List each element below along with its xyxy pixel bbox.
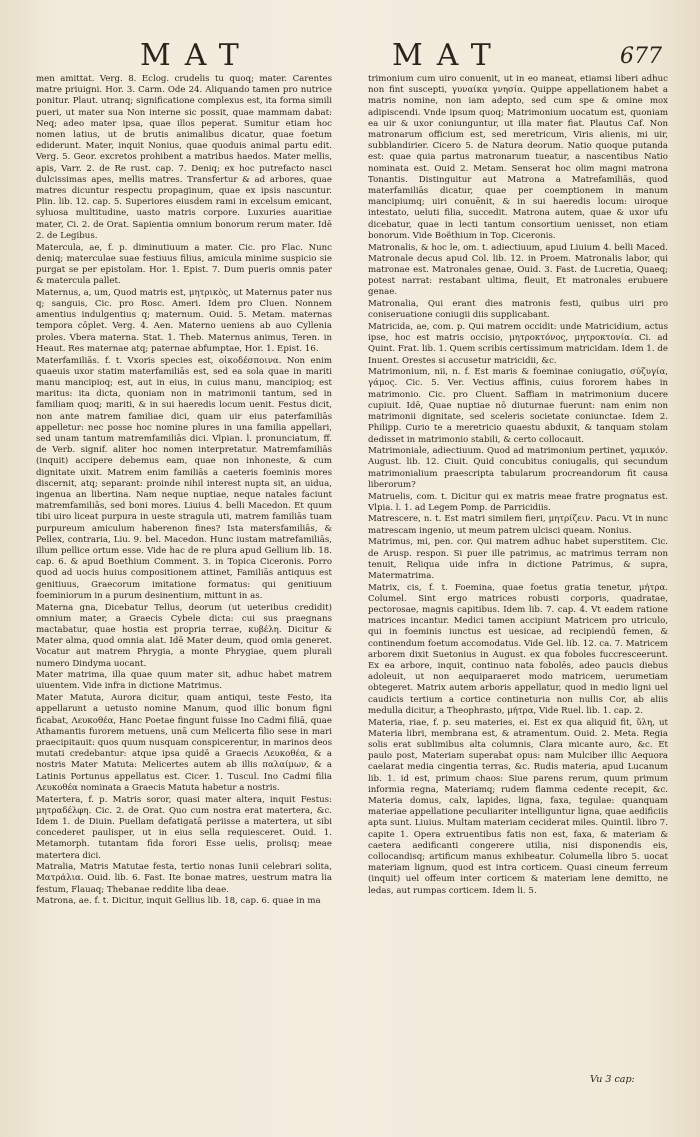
entry-matercula: Matercula, ae, f. p. diminutiuum a mater. Cic. pro Flac. Nunc deniq; materculae suae festiuus filius, amicula minime suspicio sie purgat se per epistolam. Hor. 1. Epist. 7. Dum pueris omnis pater & matercula pallet.: [36, 242, 332, 287]
entry-matricida: Matricida, ae, com. p. Qui matrem occidit: unde Matricidium, actus ipse, hoc est matris occisio, μητροκτόνος, μητροκτονία. Ci. ad Quint. Frat. lib. 1. Quem scribis certissimum matricidam. Idem 1. de Inuent. Orestes si accusetur matricidii, &c.: [368, 321, 668, 366]
entry-matralia: Matralia, Matris Matutae festa, tertio nonas Iunii celebrari solita, Ματράλια. Ouid. lib. 6. Fast. Ite bonae matres, uestrum matra lia festum, Flauaq; Thebanae reddite liba deae.: [36, 862, 332, 895]
running-head-right: MAT: [392, 38, 505, 73]
entry-matrescere: Matrescere, n. t. Est matri similem fieri, μητρίζειν. Pacu. Vt in nunc matrescam ingenio, ut meum patrem ulcisci queam. Nonius.: [368, 514, 668, 536]
entry-mater-continued: men amittat. Verg. 8. Eclog. crudelis tu quoq; mater. Carentes matre priuigni. Hor. 3. Carm. Ode 24. Aliquando tamen pro nutrice ponitur. Plaut. utranq; significatione complexus est, ita forma simili pueri, ut mater sua Non interne sic possit, quae mammam dabat: Neq; adeo mater ipsa, quae illos peperat. Sumitur etiam hoc nomen latius, ut de brutis animalibus dicatur, quae foetum ediderunt. Mater, inquit Nonius, quae quoduis animal partu edit. Verg. 5. Geor. excretos prohibent a matribus haedos. Mater mellis, apis, Varr. 2. de Re rust. cap. 7. Deniq; ex hoc putrefacto nasci dulcissimas apes, mellis matres. Transfertur & ad arbores, quae matres dicuntur respectu propaginum, quae ex ipsis nascuntur. Plin. lib. 12. cap. 5. Superiores eiusdem rami in excelsum emicant, syluosa multitudine, uasto matris corpore. Luxuries auaritiae mater, Ci. 2. de Orat. Sapientia omnium bonorum rerum mater. Idē 2. de Legibus.: [36, 74, 332, 241]
entry-materia: Materia, riae, f. p. seu materies, ei. Est ex qua aliquid fit, ὕλη, ut Materia libri, membrana est, & atramentum. Ouid. 2. Meta. Regia solis erat sublimibus alta columnis, Clara micante auro, &c. Et paulo post, Materiam superabat opus: nam Mulciber illic Aequora caelarat media cingentia terras, &c. Rudis materia, apud Lucanum lib. 1. id est, primum chaos: Siue parens rerum, quum primum informia regna, Materiamq; rudem flamma cedente recepit, &c. Materia domus, calx, lapides, ligna, faxa, tegulae: quanquam materiae appellatione peculiariter intelliguntur ligna, quae aedificiis apta sunt. Liuius. Multam materiam ceciderat miles. Quintil. libro 7. capite 1. Opera extruentibus fatis non est, faxa, & materiam & caetera aedificanti congerere utilia, nisi disponendis eis, collocandisq; artificum manus exhibeatur. Columella libro 5. uocat materiam lignum, quod est intra corticem. Quasi cineum ferreum (inquit) uel offeum inter corticem & materiam lene demitto, ne ledas, aut rumpas corticem. Idem li. 5.: [368, 717, 668, 896]
page-number: 677: [620, 44, 662, 69]
left-column: [36, 74, 332, 1094]
entry-matronalia: Matronalia, Qui erant dies matronis festi, quibus uiri pro coniseruatione coniugii diis supplicabant.: [368, 299, 668, 321]
right-column: [368, 74, 668, 1094]
entry-matrimus: Matrimus, mi, pen. cor. Qui matrem adhuc habet superstitem. Cic. de Arusp. respon. Si puer ille patrimus, ac matrimus terram non tenuit, Reliqua uide infra in dictione Patrimus, & supra, Matermatrima.: [368, 537, 668, 581]
entry-materna-magna: Materna gna, Dicebatur Tellus, deorum (ut ueteribus credidit) omnium mater, a Graecis Cybele dicta: cui sus praegnans mactabatur, quae hostia est propria terrae, κυβέλη. Dicitur & Mater alma, quod omnia alat. Idē Mater deum, quod omia generet. Vocatur aut matrem Phrygia, a monte Phrygiae, quem plurali numero Dindyma uocant.: [36, 602, 332, 669]
entry-matrix: Matrix, cis, f. t. Foemina, quae foetus gratia tenetur, μήτρα. Columel. Sint ergo matrices robusti corporis, quadratae, pectorosae, magnis capitibus. Idem lib. 7. cap. 4. Vt eadem ratione matrices incantur. Medici tamen accipiunt Matricem pro utriculo, qui in foeminis iunctus est uesicae, ad recipiendū femen, & continendum foetum accomodatus. Vide Gel. lib. 12. ca. 7. Matricem arborem dixit Suetonius in August. ex qua foboles fuccresceerunt. Ex ea arbore, inquit, continuo nata fobolēs, adeo paucis diebus adoleuit, ut non aequiparaeret modo matricem, uerumetiam obtegeret. Matrix autem arboris appellatur, quod in medio ligni uel caudicis tertium a cortice contineturia non nullis Cor, ab aliis medulla dicitur, a Theophrasto, μήτρα, Vide Ruel. lib. 1. cap. 2.: [368, 582, 668, 716]
entry-matrona-continued: trimonium cum uiro conuenit, ut in eo maneat, etiamsi liberi adhuc non fint suscepti, γυναίκα γνησία. Quippe appellationem habet a matris nomine, non iam adepto, sed cum spe & omine mox adipiscendi. Vnde ipsum quoq; Matrimonium uocatum est, quoniam ea uir & uxor coniunguntur, ut illa mater fiat. Plautus Caf. Non matronarum officium est, sed meretricum, Viris alienis, mi uir, subblandirier. Cicero 5. de Natura deorum. Natio quoque putanda est: quae quia partus matronarum tueatur, a nascentibus Natio nominata est. Ouid 2. Metam. Senserat hoc olim magni matrona Tonantis. Distinguitur aut Matrona a Matrefamiliās, quod materfamiliās dicatur, quae per coemptionem in manum mancipiumq; uiri conuēnit, & in sui haeredis locum: uiroque intestato, ueluti filia, succedit. Matrona autem, quae & uxor ufu dicebatur, quae in lecti tantum consortium uenisset, non etiam bonorum. Vide Boëthium in Top. Ciceronis.: [368, 74, 668, 241]
entry-matertera: Matertera, f. p. Matris soror, quasi mater altera, inquit Festus: μητραδέλφη. Cic. 2. de Orat. Quo cum nostra erat matertera, &c. Idem 1. de Diuin. Puellam defatigatā periisse a matertera, ut sibi concederet paulisper, ut in eius sella requiesceret. Ouid. 1. Metamorph. tutantam fida forori Esse uelis, prolisq; meae matertera dici.: [36, 794, 332, 861]
entry-mater-matrima: Mater matrima, illa quae quum mater sit, adhuc habet matrem uiuentem. Vide infra in dictione Matrimus.: [36, 670, 332, 692]
catchword: Vu 3 cap:: [590, 1074, 635, 1085]
entry-maternus: Maternus, a, um, Quod matris est, μητρικὸς, ut Maternus pater nus q; sanguis, Cic. pro Rosc. Ameri. Idem pro Cluen. Nonnem amentius indulgentius q; maternum. Ouid. 5. Metam. maternas tempora cōplet. Verg. 4. Aen. Materno ueniens ab auo Cyllenia proles. Vbera materna. Stat. 1. Theb. Maternus animus, Teren. in Heaut. Res maternae atq; paternae abfumptae, Hor. 1. Epist. 16.: [36, 287, 332, 354]
entry-matrimoniale: Matrimoniale, adiectiuum. Quod ad matrimonium pertinet, γαμικόν. August. lib. 12. Ciuit. Quid concubitus coniugalis, qui secundum matrimonialium praescripta tabularum procreandorum fit causa liberorum?: [368, 446, 668, 490]
running-head-left: MAT: [140, 38, 253, 73]
entry-matronalis: Matronalis, & hoc le, om. t. adiectiuum, apud Liuium 4. belli Maced. Matronale decus apud Col. lib. 12. in Proem. Matronalis labor, qui matronae est. Matronales genae, Ouid. 3. Fast. de Lucretia, Quaeq; potest narrat: restabant ultima, fleuit, Et matronales erubuere genae.: [368, 242, 668, 298]
entry-matrimonium: Matrimonium, nii, n. f. Est maris & foeminae coniugatio, σύζυγία, γάμος. Cic. 5. Ver. Vectius affinis, cuius fororem habes in matrimonio. Cic. pro Cluent. Saffiam in matrimonium ducere cupiuit. Idē, Quae nuptiae nō diuturnae fuerunt: nam enim non matrimonii dignitate, sed sceleris societate coniunctae. Idem 2. Philipp. Curio te a meretricio quaestu abduxit, & tanquam stolam dedisset in matrimonio stabili, & certo collocauit.: [368, 367, 668, 445]
entry-materfamilias: Materfamiliās. f. t. Vxoris species est, οἰκοδέσποινα. Non enim quaeuis uxor statim materfamiliās est, sed ea sola quae in mariti manu mancipioq; est, aut in eius, in cuius manu, mancipioq; est maritus: ita dicta, quoniam non in matrimonii tantum, sed in familiam quoq; mariti, & in sui haeredis locum uenit. Festus dicit, non ante matrem familiae dici, quam uir eius paterfamiliās appelletur: nec posse hoc nomine plures in una familia appellari, sed unam tantum matremfamiliās dici. Vlpian. l. pronunciatum, ff. de Verb. signif. aliter hoc nomen interpretatur. Matremfamiliās (inquit) accipere debemus eam, quae non inhoneste, & cum dignitate uixit. Matrem enim familiās a caeteris foeminis mores discernit, atq; separant: proinde nihil interest nupta sit, an uidua, ingenua an libertina. Nam neque nuptiae, neque natales faciunt matremfamiliās, sed boni mores. Liuius 4. belli Macedon. Et quum tibi uiro liceat purpura in ueste stragula uti, matrem familiās tuam purpureum amiculum haberenon fines? Ista matersfamiliās, & Pellex, contraria, Liu. 9. bel. Macedon. Hunc iustam matrefamiliās, illum pellice ortum esse. Vide hac de re plura apud Gellium lib. 18. cap. 6. & apud Boethium Comment. 3. in Topica Ciceronis. Porro quod ad uocis huius compositionem attinet, Familiās antiquus est genitiuus, Graecorum imitatione formatus: qui genitiuum foeminiorum in a purum desinentium, mittunt in as.: [36, 355, 332, 601]
entry-mater-matuta: Mater Matuta, Aurora dicitur, quam antiqui, teste Festo, ita appellarunt a uetusto nomine Manum, quod illic bonum figni ficabat, Λευκοθέα, Hanc Poetae fingunt fuisse Ino Cadmi filiā, quae Athamantis furorem metuens, unā cum Melicerta filio sese in mari praecipitauit: quos quum nusquam conspicerentur, in marinos deos mutati credebantur: atque ipsa quidē a Graecis Λευκοθέα, & a nostris Mater Matuta: Melicertes autem ab illis παλαίμων, & a Latinis Portunus appellatus est. Cicer. 1. Tuscul. Ino Cadmi filia Λευκοθέα nominata a Graecis Matuta habetur a nostris.: [36, 693, 332, 793]
entry-matrona: Matrona, ae. f. t. Dicitur, inquit Gellius lib. 18, cap. 6. quae in ma: [36, 896, 321, 907]
entry-matruelis: Matruelis, com. t. Dicitur qui ex matris meae fratre prognatus est. Vlpia. l. 1. ad Legem Pomp. de Parricidiis.: [368, 491, 668, 513]
